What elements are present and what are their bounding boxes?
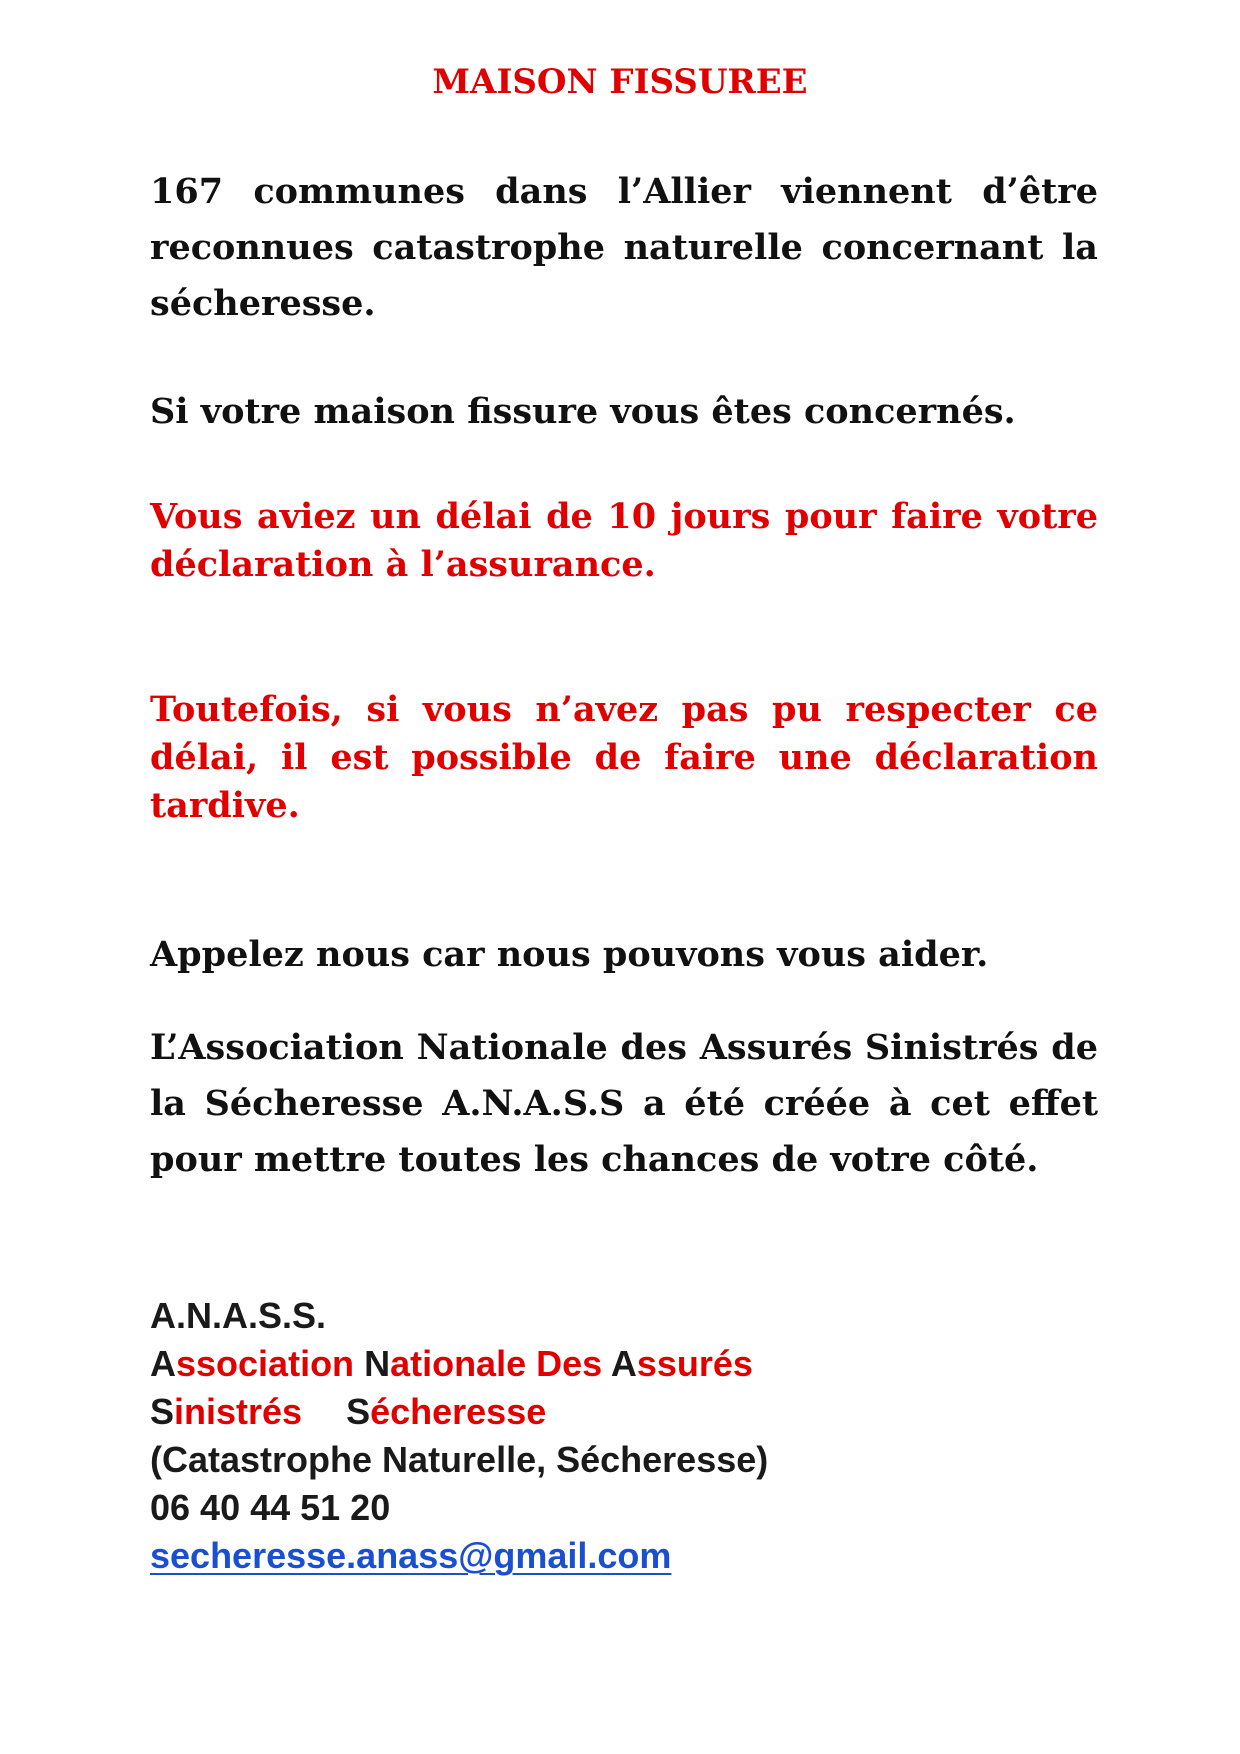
initial-letter: S xyxy=(346,1391,371,1432)
signature-association-name xyxy=(150,1340,768,1388)
signature-sinistres-secheresse xyxy=(150,1388,768,1436)
phone-number: 06 40 44 51 20 xyxy=(150,1487,391,1528)
initial-letter: A xyxy=(150,1343,176,1384)
paragraph-concerned: Si votre maison fissure vous êtes concernés. xyxy=(150,391,1016,432)
name-fragment: ssurés xyxy=(636,1343,753,1384)
signature-subtitle xyxy=(150,1436,768,1484)
name-fragment: inistrés xyxy=(174,1391,303,1432)
paragraph-deadline: Vous aviez un délai de 10 jours pour faire votre déclaration à l’assurance. xyxy=(150,496,1098,585)
paragraph-call-us: Appelez nous car nous pouvons vous aider. xyxy=(150,934,989,975)
email-link[interactable]: secheresse.anass@gmail.com xyxy=(150,1535,672,1576)
initial-letter: A xyxy=(610,1343,637,1384)
signature-acronym: A.N.A.S.S. xyxy=(150,1295,327,1336)
document-title: MAISON FISSUREE xyxy=(432,62,808,102)
paragraph-communes: 167 communes dans l’Allier viennent d’être reconnues catastrophe naturelle concernant la sécheresse. xyxy=(150,171,1098,324)
paragraph-late-declaration: Toutefois, si vous n’avez pas pu respecter ce délai, il est possible de faire une déclaration tardive. xyxy=(150,689,1098,826)
paragraph-association: L’Association Nationale des Assurés Sinistrés de la Sécheresse A.N.A.S.S a été créée à cet effet pour mettre toutes les chances de votre côté. xyxy=(150,1027,1098,1180)
signature-block xyxy=(150,1292,768,1580)
subtitle-text: Catastrophe Naturelle, Sécheresse xyxy=(162,1439,757,1480)
close-paren: ) xyxy=(756,1439,769,1480)
open-paren: ( xyxy=(150,1439,162,1480)
initial-letter: N xyxy=(364,1343,391,1384)
name-fragment: ationale Des xyxy=(390,1343,611,1384)
initial-letter: S xyxy=(150,1391,175,1432)
name-fragment: ssociation xyxy=(176,1343,365,1384)
name-fragment: écheresse xyxy=(370,1391,547,1432)
